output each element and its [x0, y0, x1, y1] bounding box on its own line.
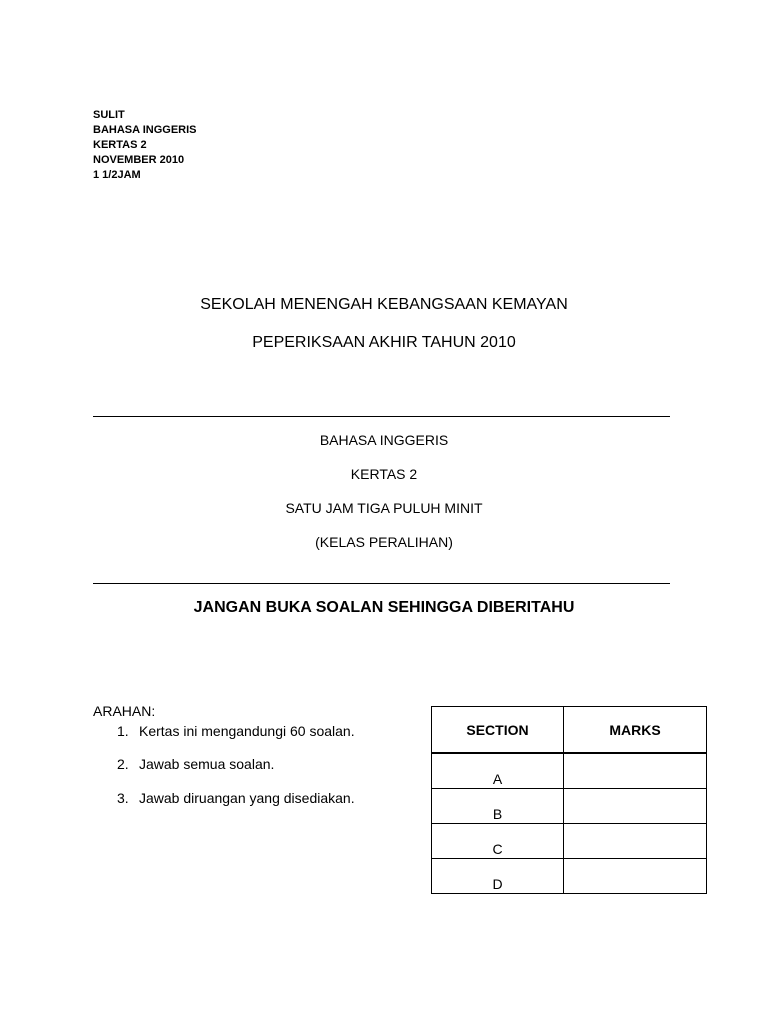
instructions-section — [93, 702, 355, 807]
instruction-number: 3. — [117, 790, 129, 806]
marks-cell — [564, 859, 707, 894]
table-row — [432, 753, 707, 789]
header-line-subject: BAHASA INGGERIS — [93, 124, 197, 136]
instruction-text: Kertas ini mengandungi 60 soalan. — [139, 723, 355, 739]
table-row — [432, 789, 707, 824]
marks-cell — [564, 753, 707, 789]
marks-column-header: MARKS — [564, 707, 707, 754]
header-line-classification: SULIT — [93, 109, 125, 121]
school-name: SEKOLAH MENENGAH KEBANGSAAN KEMAYAN — [200, 296, 568, 313]
marks-table-header-row — [432, 707, 707, 754]
exam-title: PEPERIKSAAN AKHIR TAHUN 2010 — [252, 334, 516, 351]
marks-cell — [564, 824, 707, 859]
header-line-date: NOVEMBER 2010 — [93, 154, 185, 166]
header-line-duration: 1 1/2JAM — [93, 169, 141, 181]
section-column-header: SECTION — [432, 707, 564, 754]
marks-cell — [564, 789, 707, 824]
instructions-title: ARAHAN: — [93, 703, 156, 719]
exam-duration: SATU JAM TIGA PULUH MINIT — [285, 500, 483, 516]
marks-table — [431, 706, 707, 894]
instruction-number: 2. — [117, 756, 129, 772]
section-cell: D — [432, 859, 564, 894]
divider-top — [93, 416, 670, 417]
table-row — [432, 859, 707, 894]
instruction-item — [93, 789, 355, 807]
section-cell: A — [432, 753, 564, 789]
class-level: (KELAS PERALIHAN) — [315, 534, 453, 550]
divider-bottom — [93, 583, 670, 584]
table-row — [432, 824, 707, 859]
instructions-list — [93, 722, 355, 807]
document-header — [93, 108, 197, 183]
do-not-open-warning: JANGAN BUKA SOALAN SEHINGGA DIBERITAHU — [193, 599, 575, 616]
instruction-text: Jawab diruangan yang disediakan. — [139, 790, 355, 806]
instruction-item — [93, 755, 355, 773]
subject-name: BAHASA INGGERIS — [319, 432, 449, 448]
section-cell: C — [432, 824, 564, 859]
instruction-item — [93, 722, 355, 740]
instruction-number: 1. — [117, 723, 129, 739]
header-line-paper: KERTAS 2 — [93, 139, 147, 151]
section-cell: B — [432, 789, 564, 824]
paper-number: KERTAS 2 — [350, 466, 418, 482]
instruction-text: Jawab semua soalan. — [139, 756, 275, 772]
